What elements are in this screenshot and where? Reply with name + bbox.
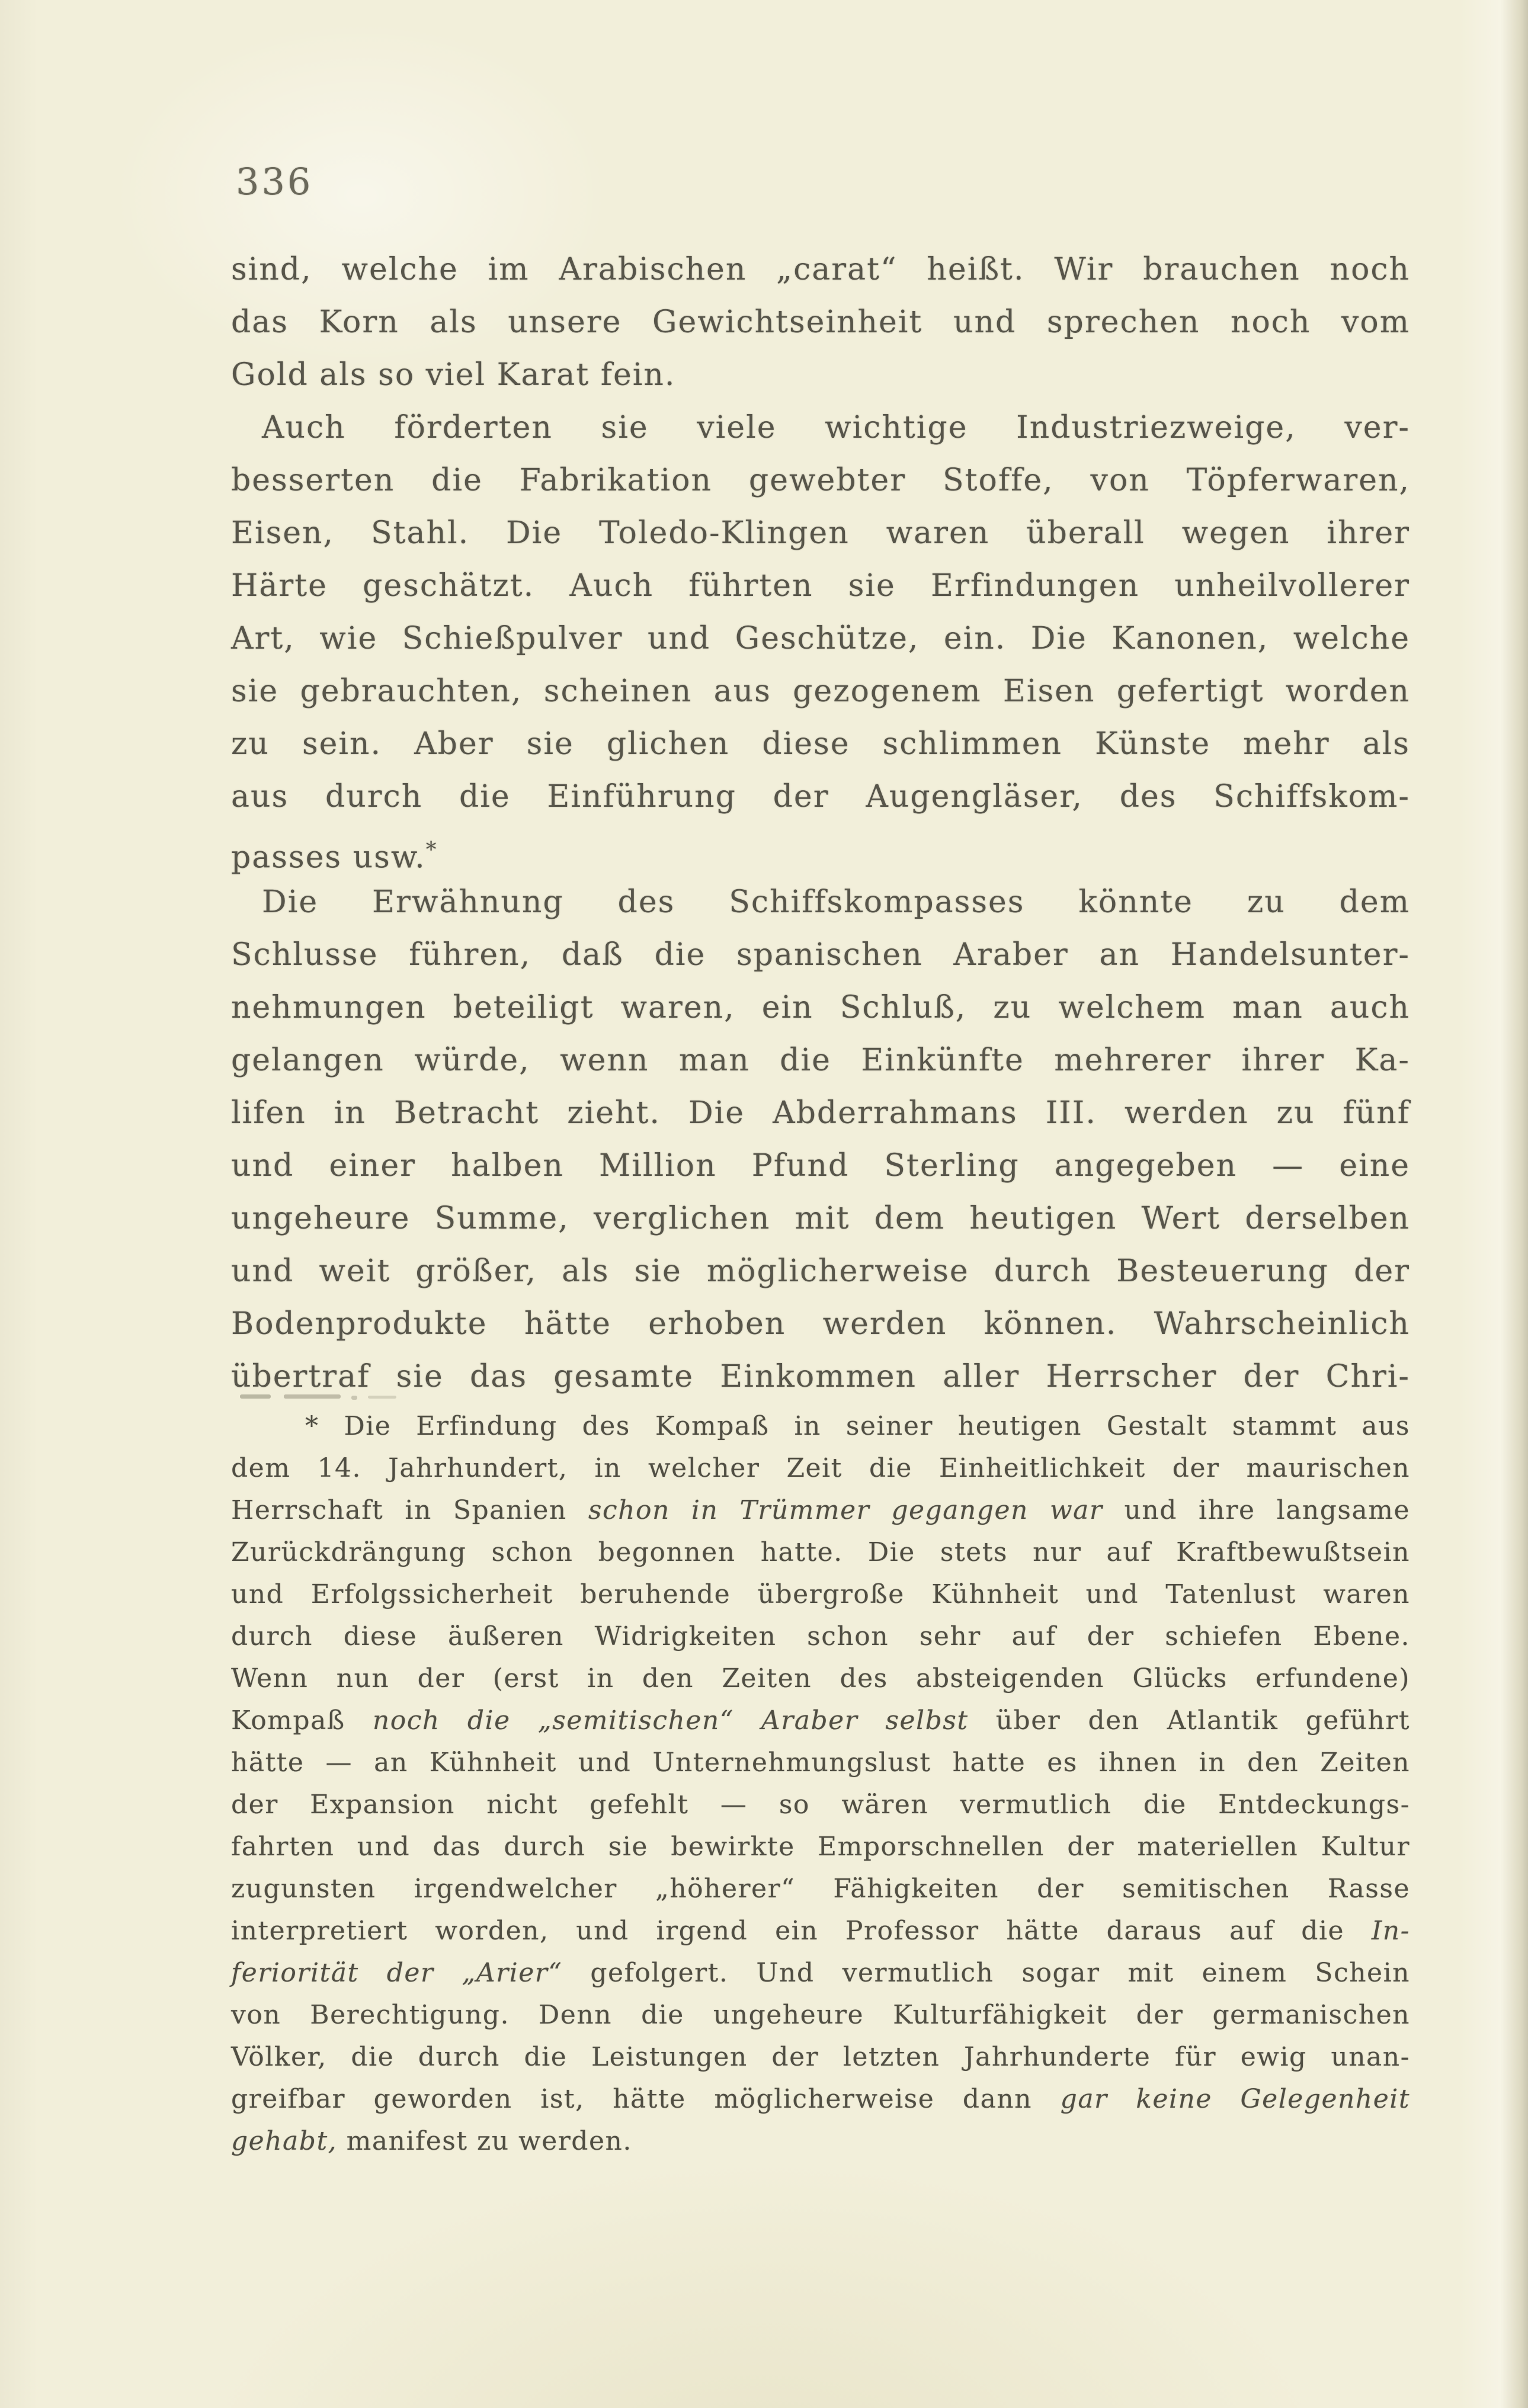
text-line: [231, 1784, 1410, 1826]
text-segment: interpretiert worden, und irgend ein Professor hätte daraus auf die: [231, 1916, 1372, 1946]
text-line: [231, 1868, 1410, 1910]
text-line: [231, 1531, 1410, 1573]
text-line: [231, 929, 1410, 982]
footnote-text: [231, 1405, 1410, 2162]
text-line: [231, 1700, 1410, 1742]
text-segment: Art, wie Schießpulver und Geschütze, ein. Die Kanonen, welche: [231, 621, 1410, 656]
text-segment: fahrten und das durch sie bewirkte Emporschnellen der materiellen Kultur: [231, 1832, 1410, 1862]
text-line: [231, 296, 1410, 349]
text-segment: gelangen würde, wenn man die Einkünfte mehrerer ihrer Ka-: [231, 1043, 1410, 1078]
text-segment: von Berechtigung. Denn die ungeheure Kulturfähigkeit der germanischen: [231, 2000, 1410, 2030]
text-segment: Völker, die durch die Leistungen der letzten Jahrhunderte für ewig unan-: [231, 2042, 1410, 2072]
text-line: [231, 1742, 1410, 1784]
text-segment: manifest zu werden.: [337, 2126, 632, 2156]
text-line: [231, 349, 1410, 402]
text-line: [231, 876, 1410, 929]
text-segment: Bodenprodukte hätte erhoben werden können. Wahrscheinlich: [231, 1306, 1410, 1342]
text-segment: sie gebrauchten, scheinen aus gezogenem Eisen gefertigt worden: [231, 674, 1410, 709]
page-number: 336: [236, 160, 313, 203]
text-line: [231, 665, 1410, 718]
text-segment: ungeheure Summe, verglichen mit dem heutigen Wert derselben: [231, 1201, 1410, 1236]
text-segment: zu sein. Aber sie glichen diese schlimmen Künste mehr als: [231, 726, 1410, 762]
text-line: [231, 1994, 1410, 2036]
text-line: [231, 718, 1410, 771]
text-line: [231, 982, 1410, 1034]
text-line: [231, 1245, 1410, 1298]
text-segment: Die Erwähnung des Schiffskompasses könnte zu dem: [262, 884, 1410, 920]
text-segment: gar keine Gelegenheit: [1060, 2084, 1410, 2114]
text-segment: *: [425, 838, 437, 862]
text-segment: über den Atlantik geführt: [968, 1705, 1411, 1736]
text-line: [231, 2120, 1410, 2162]
text-segment: aus durch die Einführung der Augengläser, des Schiffskom-: [231, 779, 1410, 815]
text-line: [231, 823, 1410, 876]
text-segment: gehabt,: [231, 2126, 338, 2156]
text-line: [231, 507, 1410, 560]
footnote-separator: [240, 1392, 400, 1400]
text-segment: schon in Trümmer gegangen war: [588, 1495, 1103, 1525]
text-segment: Auch förderten sie viele wichtige Industriezweige, ver-: [262, 410, 1410, 445]
text-line: [231, 454, 1410, 507]
text-segment: Gold als so viel Karat fein.: [231, 357, 676, 393]
text-segment: feriorität der „Arier“: [231, 1958, 563, 1988]
text-segment: der Expansion nicht gefehlt — so wären vermutlich die Entdeckungs-: [231, 1790, 1410, 1820]
text-line: [231, 1298, 1410, 1351]
text-segment: besserten die Fabrikation gewebter Stoffe, von Töpferwaren,: [231, 463, 1410, 498]
text-line: [231, 2036, 1410, 2078]
text-line: [231, 560, 1410, 613]
text-line: [231, 2078, 1410, 2120]
text-segment: das Korn als unsere Gewichtseinheit und sprechen noch vom: [231, 304, 1410, 340]
text-segment: Schlusse führen, daß die spanischen Araber an Handelsunter-: [231, 937, 1410, 973]
text-line: [231, 1140, 1410, 1192]
text-segment: nehmungen beteiligt waren, ein Schluß, zu welchem man auch: [231, 990, 1410, 1025]
text-segment: * Die Erfindung des Kompaß in seiner heutigen Gestalt stammt aus: [305, 1411, 1410, 1441]
text-segment: und ihre langsame: [1103, 1495, 1411, 1525]
body-text: [231, 243, 1410, 1403]
text-line: [231, 1573, 1410, 1615]
text-segment: Eisen, Stahl. Die Toledo-Klingen waren überall wegen ihrer: [231, 515, 1410, 551]
text-segment: Herrschaft in Spanien: [231, 1495, 588, 1525]
text-line: [231, 1615, 1410, 1657]
text-segment: lifen in Betracht zieht. Die Abderrahmans III. werden zu fünf: [231, 1095, 1410, 1131]
text-segment: hätte — an Kühnheit und Unternehmungslust hatte es ihnen in den Zeiten: [231, 1748, 1410, 1778]
text-line: [231, 402, 1410, 454]
text-line: [231, 1087, 1410, 1140]
text-line: [231, 1447, 1410, 1489]
text-segment: In-: [1371, 1916, 1410, 1946]
text-line: [231, 1489, 1410, 1531]
text-segment: und Erfolgssicherheit beruhende übergroße Kühnheit und Tatenlust waren: [231, 1579, 1410, 1609]
text-line: [231, 1910, 1410, 1952]
text-segment: greifbar geworden ist, hätte möglicherweise dann: [231, 2084, 1061, 2114]
text-line: [231, 771, 1410, 823]
text-segment: Härte geschätzt. Auch führten sie Erfindungen unheilvollerer: [231, 568, 1410, 604]
separator-dash: [351, 1396, 357, 1400]
text-segment: dem 14. Jahrhundert, in welcher Zeit die Einheitlichkeit der maurischen: [231, 1453, 1410, 1483]
text-segment: übertraf sie das gesamte Einkommen aller Herrscher der Chri-: [231, 1359, 1410, 1394]
text-segment: Zurückdrängung schon begonnen hatte. Die stets nur auf Kraftbewußtsein: [231, 1537, 1410, 1567]
text-line: [231, 1192, 1410, 1245]
text-line: [231, 613, 1410, 665]
text-line: [231, 1034, 1410, 1087]
separator-dash: [284, 1394, 341, 1399]
text-segment: passes usw.: [231, 839, 426, 876]
text-segment: sind, welche im Arabischen „carat“ heißt. Wir brauchen noch: [231, 252, 1410, 287]
text-segment: durch diese äußeren Widrigkeiten schon sehr auf der schiefen Ebene.: [231, 1621, 1410, 1652]
text-line: [231, 1952, 1410, 1994]
text-segment: Wenn nun der (erst in den Zeiten des absteigenden Glücks erfundene): [231, 1663, 1410, 1694]
text-segment: und weit größer, als sie möglicherweise durch Besteuerung der: [231, 1253, 1410, 1289]
text-segment: zugunsten irgendwelcher „höherer“ Fähigkeiten der semitischen Rasse: [231, 1874, 1410, 1904]
text-line: [231, 1657, 1410, 1700]
separator-dash: [368, 1396, 396, 1399]
text-segment: Kompaß: [231, 1705, 373, 1736]
text-segment: gefolgert. Und vermutlich sogar mit einem Schein: [562, 1958, 1410, 1988]
text-line: [231, 1405, 1410, 1447]
text-line: [231, 1826, 1410, 1868]
text-segment: und einer halben Million Pfund Sterling angegeben — eine: [231, 1148, 1410, 1184]
text-segment: noch die „semitischen“ Araber selbst: [372, 1705, 969, 1736]
text-line: [231, 1351, 1410, 1403]
separator-dash: [240, 1394, 271, 1399]
text-line: [231, 243, 1410, 296]
